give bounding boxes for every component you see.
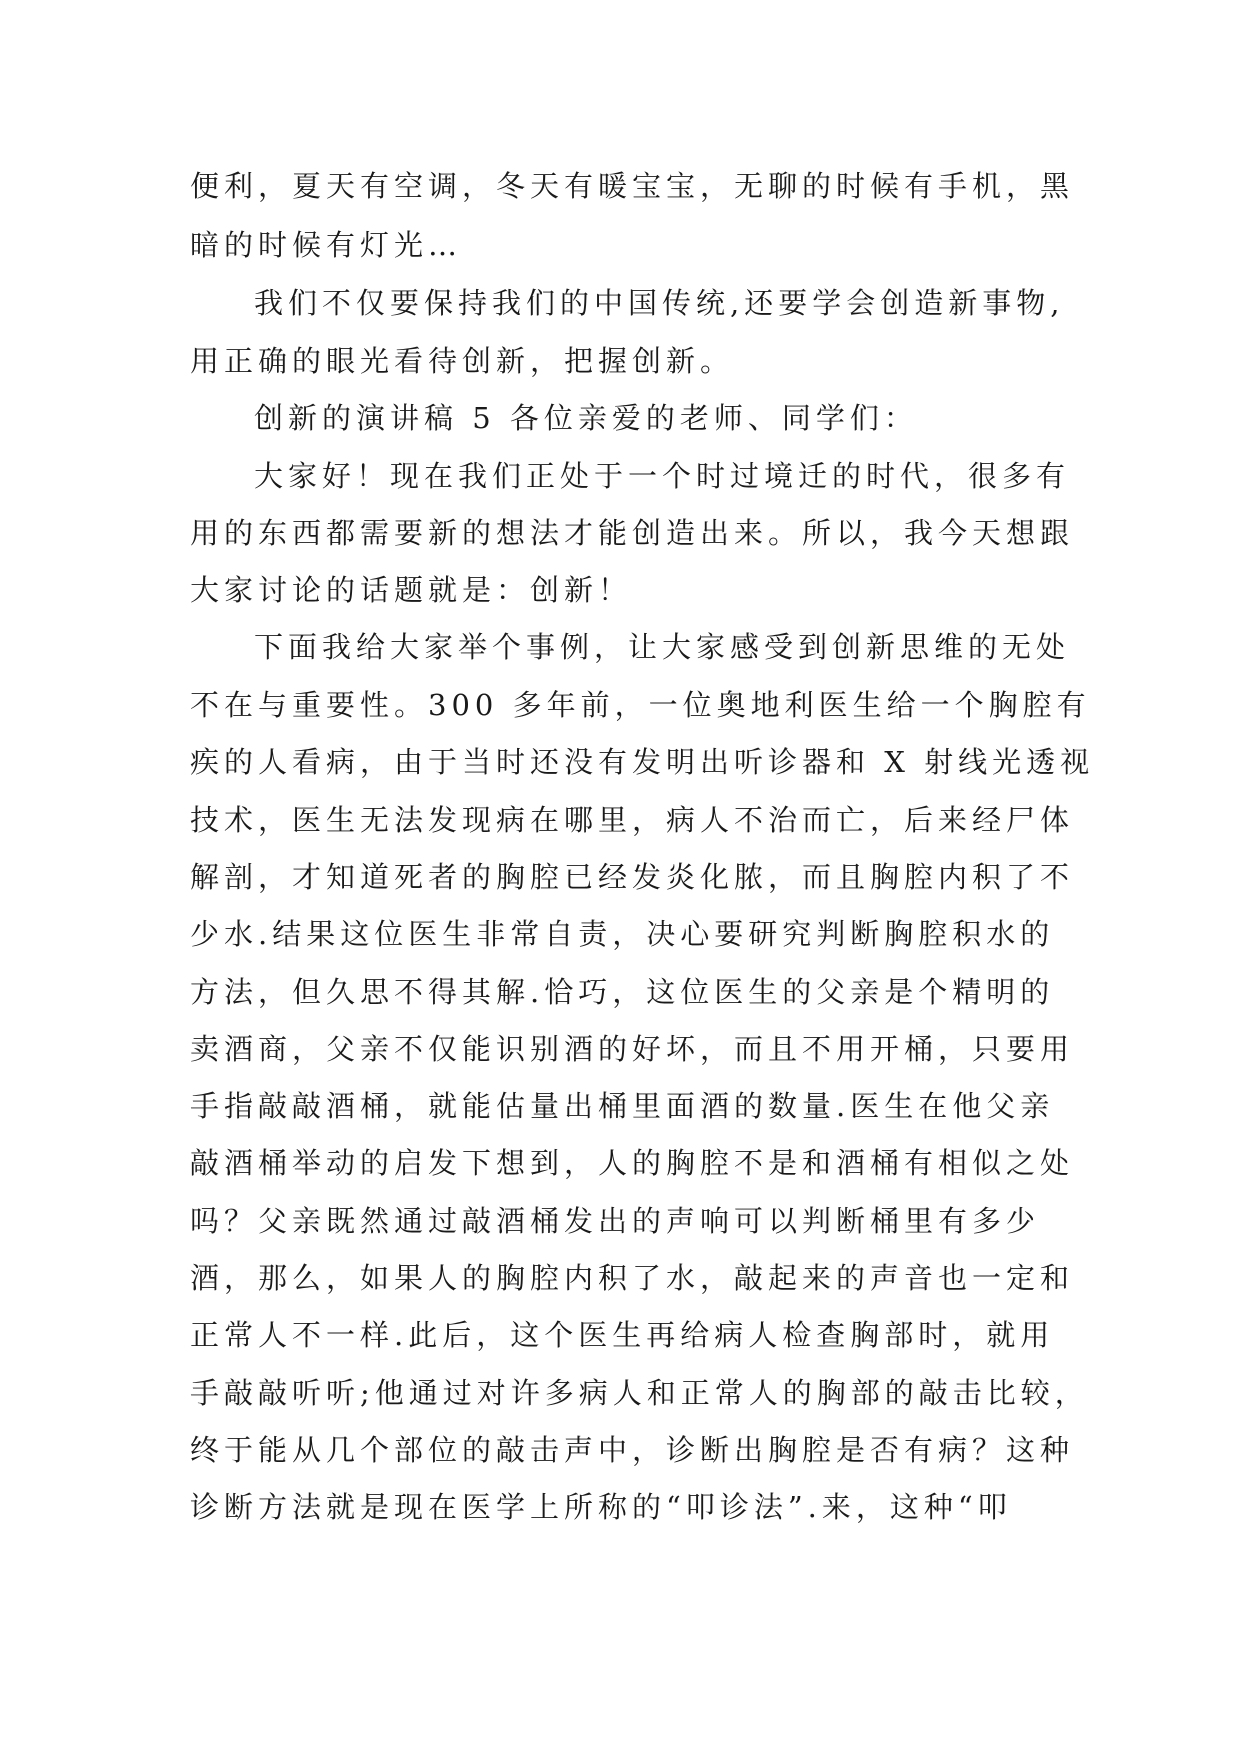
text-line: 方法，但久思不得其解.恰巧，这位医生的父亲是个精明的 <box>190 975 1055 1009</box>
text-line: 卖酒商，父亲不仅能识别酒的好坏，而且不用开桶，只要用 <box>190 1032 1075 1066</box>
text-line: 诊断方法就是现在医学上所称的“叩诊法”.来，这种“叩 <box>190 1490 1012 1524</box>
text-line: 便利，夏天有空调，冬天有暖宝宝，无聊的时候有手机，黑 <box>190 169 1075 203</box>
text-line: 技术，医生无法发现病在哪里，病人不治而亡，后来经尸体 <box>190 803 1075 837</box>
text-line: 酒，那么，如果人的胸腔内积了水，敲起来的声音也一定和 <box>190 1261 1075 1295</box>
text-line: 用正确的眼光看待创新，把握创新。 <box>190 344 735 378</box>
text-line: 解剖，才知道死者的胸腔已经发炎化脓，而且胸腔内积了不 <box>190 860 1075 894</box>
paragraph-first-line: 下面我给大家举个事例，让大家感受到创新思维的无处 <box>254 630 1071 664</box>
text-line: 手指敲敲酒桶，就能估量出桶里面酒的数量.医生在他父亲 <box>190 1089 1055 1123</box>
text-line: 正常人不一样.此后，这个医生再给病人检查胸部时，就用 <box>190 1318 1055 1352</box>
text-line: 疾的人看病，由于当时还没有发明出听诊器和 X 射线光透视 <box>190 745 1095 779</box>
text-line: 吗？父亲既然通过敲酒桶发出的声响可以判断桶里有多少 <box>190 1204 1041 1238</box>
text-line: 手敲敲听听;他通过对许多病人和正常人的胸部的敲击比较， <box>190 1376 1089 1410</box>
text-line: 暗的时候有灯光… <box>190 228 463 262</box>
text-line: 大家讨论的话题就是：创新！ <box>190 573 633 607</box>
text-line: 敲酒桶举动的启发下想到，人的胸腔不是和酒桶有相似之处 <box>190 1146 1075 1180</box>
text-line: 终于能从几个部位的敲击声中，诊断出胸腔是否有病？这种 <box>190 1433 1075 1467</box>
paragraph-first-line: 我们不仅要保持我们的中国传统,还要学会创造新事物, <box>254 286 1065 320</box>
text-line: 用的东西都需要新的想法才能创造出来。所以，我今天想跟 <box>190 516 1075 550</box>
text-line: 少水.结果这位医生非常自责，决心要研究判断胸腔积水的 <box>190 917 1055 951</box>
text-line: 不在与重要性。300 多年前，一位奥地利医生给一个胸腔有 <box>190 688 1091 722</box>
paragraph-first-line: 创新的演讲稿 5 各位亲爱的老师、同学们： <box>254 401 918 435</box>
paragraph-first-line: 大家好！现在我们正处于一个时过境迁的时代，很多有 <box>254 459 1071 493</box>
